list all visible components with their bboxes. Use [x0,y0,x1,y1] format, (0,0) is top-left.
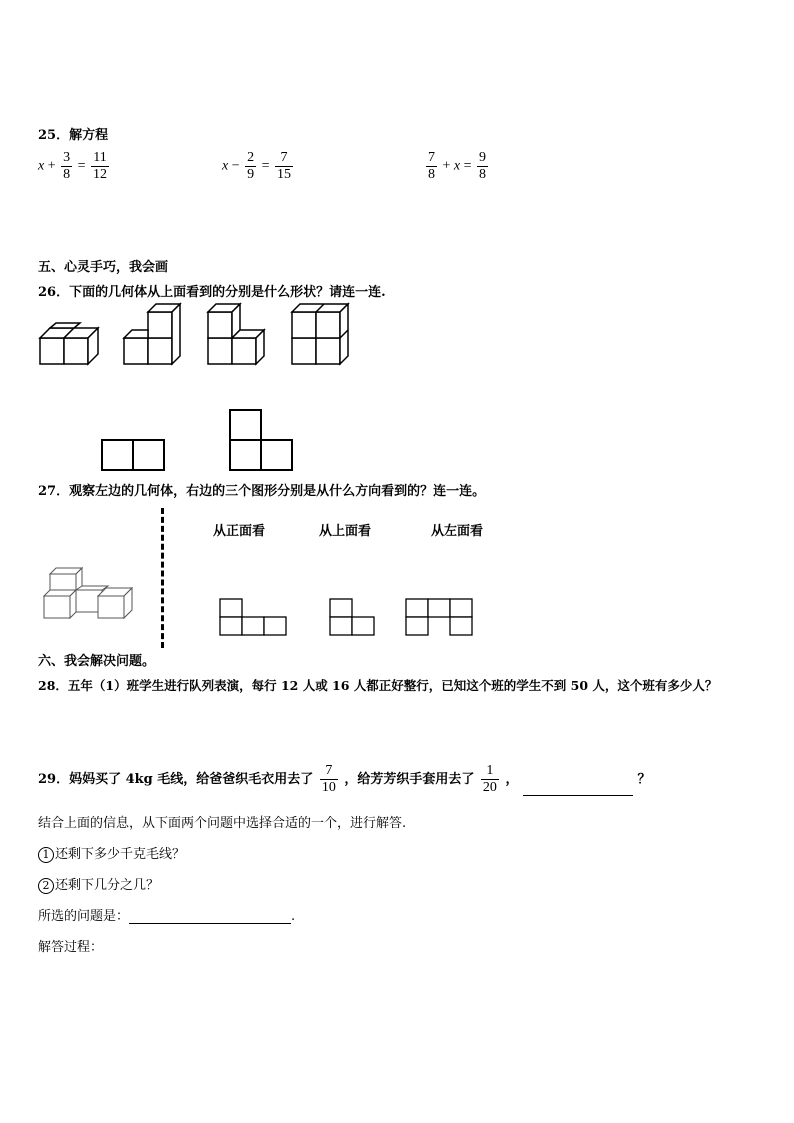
eq3-equals: = [463,158,472,174]
eq3-result-fraction: $\frac{9}{8}$ [479,150,487,182]
q27-label-left: 从左面看 [431,524,484,539]
q27-view-a [219,598,289,638]
q29-text-2: ，给芳芳织手套用去了 [344,772,475,787]
eq1-var: x [38,158,45,174]
q26-solid-4 [288,300,354,368]
equation-2 [222,150,295,183]
q26-solid-3 [204,300,270,368]
equation-3 [424,150,490,183]
eq2-op: − [231,158,240,174]
q26-top-view-2 [228,408,294,472]
q27-solid [40,560,142,622]
q27-label-front: 从正面看 [213,524,266,539]
eq3-op: + [442,158,451,174]
circled-number-2: 2 [38,878,54,894]
q29-answer-blank[interactable] [523,779,633,796]
eq2-result-fraction: $\frac{7}{15}$ [277,150,292,182]
q29-option-1-text: 还剩下多少千克毛线？ [55,847,186,862]
q27-label-top: 从上面看 [319,524,372,539]
circled-number-1: 1 [38,847,54,863]
eq2-fraction: $\frac{2}{9}$ [247,150,255,182]
q29-statement [38,763,651,796]
q29-text-1: 29．妈妈买了 4kg 毛线，给爸爸织毛衣用去了 [38,772,314,787]
q29-option-2-text: 还剩下几分之几？ [55,878,160,893]
q26-solid-2 [120,300,186,368]
q29-text-3: ， [505,772,519,787]
eq2-equals: = [261,158,270,174]
q27-view-b [329,598,377,638]
q26-solid-1 [36,320,106,368]
q29-option-2[interactable] [38,874,159,894]
eq1-result-fraction: $\frac{11}{12}$ [93,150,108,182]
eq2-var: x [222,158,229,174]
q29-chosen-blank[interactable] [129,909,291,924]
q27-dashed-divider [161,508,164,648]
q29-chosen-question [38,905,295,924]
q29-chosen-period: . [291,909,296,924]
eq1-fraction: $\frac{3}{8}$ [63,150,71,182]
equation-1 [38,150,111,183]
q29-instruction: 结合上面的信息，从下面两个问题中选择合适的一个，进行解答. [38,816,407,831]
q28-title: 28．五年（1）班学生进行队列表演，每行 12 人或 16 人都正好整行，已知这个班的学生不到 50 人，这个班有多少人？ [38,678,718,693]
q29-fraction-1: $\frac{7}{10}$ [321,763,336,795]
eq1-equals: = [77,158,86,174]
q29-solution-label: 解答过程： [38,940,104,955]
eq1-op: + [47,158,56,174]
q26-top-view-1 [100,438,166,472]
q25-title: 25．解方程 [38,128,109,143]
q29-fraction-2: $\frac{1}{20}$ [482,763,497,795]
q29-chosen-label: 所选的问题是： [38,909,130,924]
q26-title: 26．下面的几何体从上面看到的分别是什么形状？请连一连. [38,285,386,300]
q27-view-c [405,598,475,638]
eq3-var: x [453,158,461,174]
q29-text-4: ？ [637,772,651,787]
q29-option-1[interactable] [38,843,185,863]
section-5-heading: 五、心灵手巧，我会画 [38,260,169,275]
q27-title: 27．观察左边的几何体，右边的三个图形分别是从什么方向看到的？连一连。 [38,484,486,499]
eq3-fraction: $\frac{7}{8}$ [428,150,435,182]
section-6-heading: 六、我会解决问题。 [38,654,156,669]
